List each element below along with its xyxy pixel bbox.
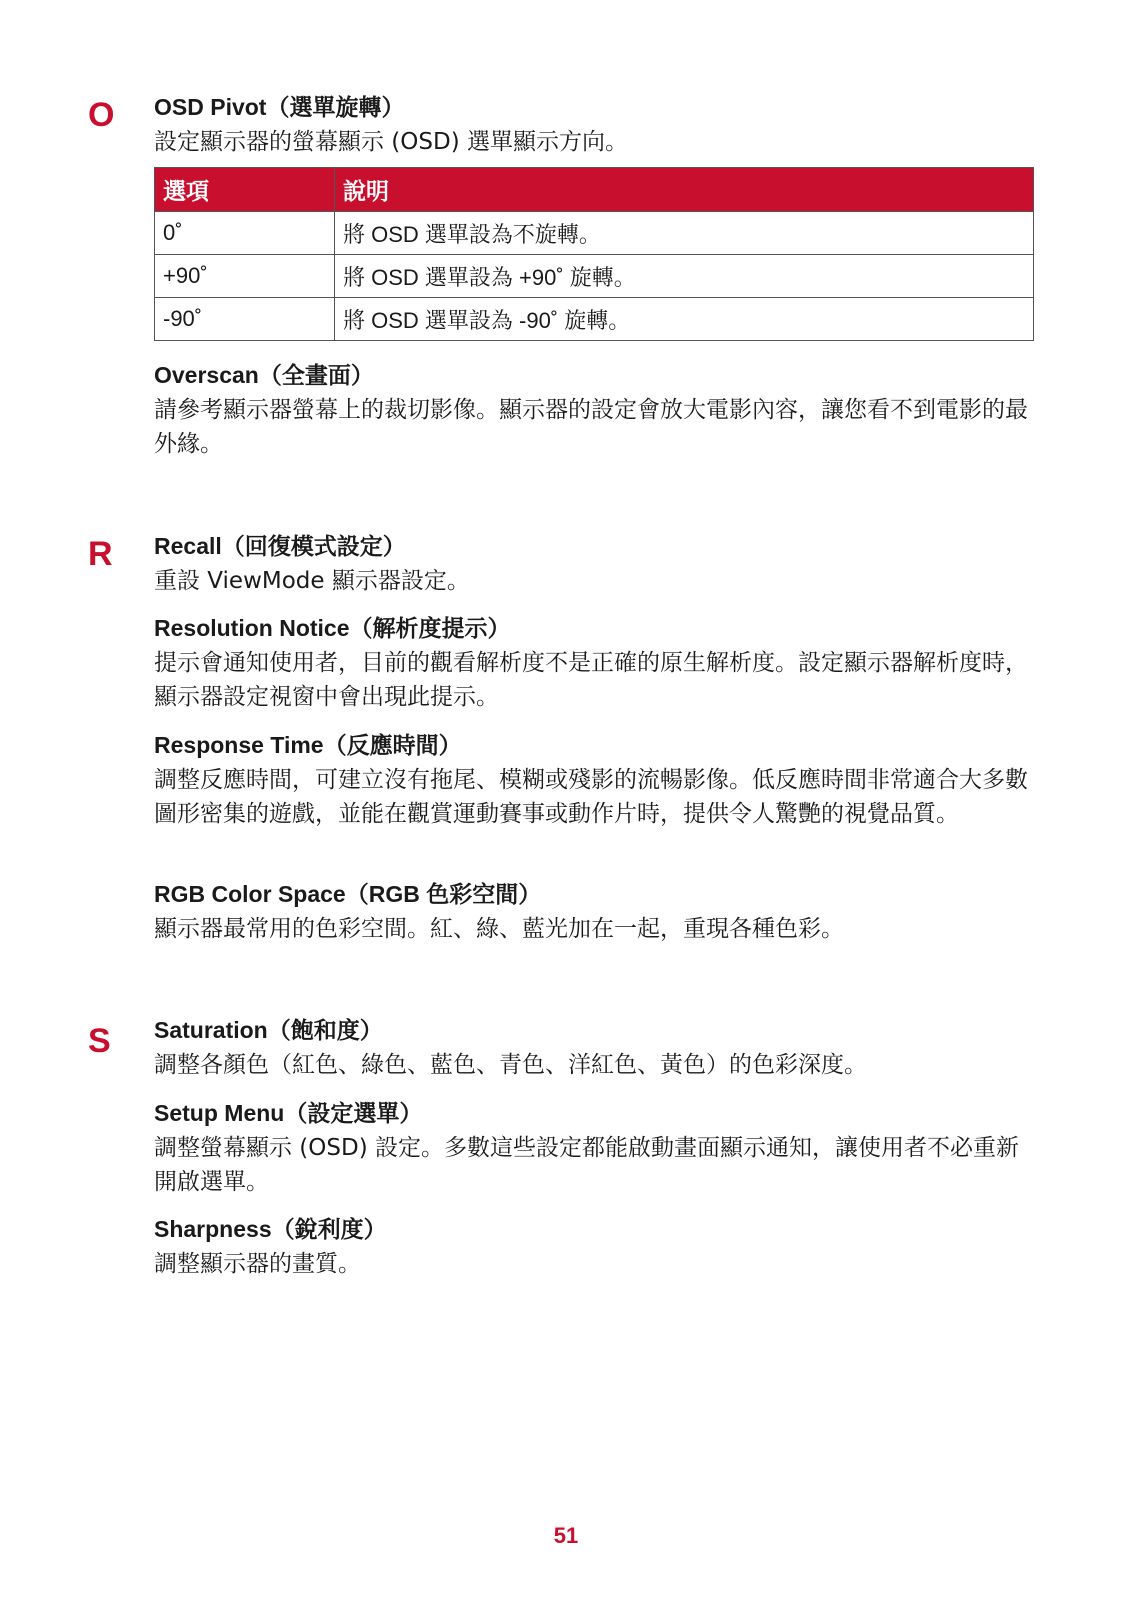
entry-title: Response Time（反應時間） bbox=[154, 732, 462, 758]
section-letter-s: S bbox=[88, 1022, 111, 1060]
table-cell-option: -90˚ bbox=[155, 298, 335, 341]
table-header-description: 說明 bbox=[335, 168, 1034, 212]
page-number: 51 bbox=[553, 1523, 579, 1548]
entry-title: Saturation（飽和度） bbox=[154, 1017, 383, 1043]
table-cell-option: +90˚ bbox=[155, 255, 335, 298]
table-cell-description: 將 OSD 選單設為 +90˚ 旋轉。 bbox=[335, 255, 1034, 298]
entry-title: Sharpness（銳利度） bbox=[154, 1216, 387, 1242]
entry-description: 調整螢幕顯示 (OSD) 設定。多數這些設定都能啟動畫面顯示通知，讓使用者不必重新開啟選單。 bbox=[154, 1135, 1019, 1195]
entry-title: Resolution Notice（解析度提示） bbox=[154, 615, 511, 641]
table-row bbox=[155, 212, 1034, 255]
entry-description: 設定顯示器的螢幕顯示 (OSD) 選單顯示方向。 bbox=[154, 129, 628, 155]
entry-osd-pivot bbox=[154, 91, 1039, 159]
table-header-row bbox=[155, 168, 1034, 212]
entry-overscan bbox=[154, 359, 1039, 461]
table-row bbox=[155, 298, 1034, 341]
entry-description: 顯示器最常用的色彩空間。紅、綠、藍光加在一起，重現各種色彩。 bbox=[154, 916, 844, 942]
entry-recall bbox=[154, 530, 1039, 598]
table-cell-description: 將 OSD 選單設為 -90˚ 旋轉。 bbox=[335, 298, 1034, 341]
entry-title: OSD Pivot（選單旋轉） bbox=[154, 94, 405, 120]
table-cell-description: 將 OSD 選單設為不旋轉。 bbox=[335, 212, 1034, 255]
entry-description: 調整反應時間，可建立沒有拖尾、模糊或殘影的流暢影像。低反應時間非常適合大多數圖形密集的遊戲，並能在觀賞運動賽事或動作片時，提供令人驚艷的視覺品質。 bbox=[154, 767, 1028, 827]
table-header-option: 選項 bbox=[155, 168, 335, 212]
entry-saturation bbox=[154, 1014, 1039, 1082]
entry-title: Setup Menu（設定選單） bbox=[154, 1100, 423, 1126]
table-row bbox=[155, 255, 1034, 298]
osd-pivot-table bbox=[154, 167, 1034, 341]
entry-resolution-notice bbox=[154, 612, 1039, 714]
entry-sharpness bbox=[154, 1213, 1039, 1281]
entry-title: RGB Color Space（RGB 色彩空間） bbox=[154, 881, 542, 907]
section-letter-o: O bbox=[88, 96, 115, 134]
entry-description: 調整顯示器的畫質。 bbox=[154, 1251, 361, 1277]
entry-description: 請參考顯示器螢幕上的裁切影像。顯示器的設定會放大電影內容，讓您看不到電影的最外緣。 bbox=[154, 397, 1028, 457]
entry-description: 調整各顏色（紅色、綠色、藍色、青色、洋紅色、黃色）的色彩深度。 bbox=[154, 1052, 867, 1078]
entry-setup-menu bbox=[154, 1097, 1039, 1199]
section-letter-r: R bbox=[88, 535, 113, 573]
table-cell-option: 0˚ bbox=[155, 212, 335, 255]
entry-description: 提示會通知使用者，目前的觀看解析度不是正確的原生解析度。設定顯示器解析度時，顯示器設定視窗中會出現此提示。 bbox=[154, 650, 1028, 710]
entry-response-time bbox=[154, 729, 1039, 831]
entry-description: 重設 ViewMode 顯示器設定。 bbox=[154, 568, 470, 594]
entry-title: Overscan（全畫面） bbox=[154, 362, 374, 388]
entry-title: Recall（回復模式設定） bbox=[154, 533, 406, 559]
entry-rgb-color-space bbox=[154, 878, 1039, 946]
